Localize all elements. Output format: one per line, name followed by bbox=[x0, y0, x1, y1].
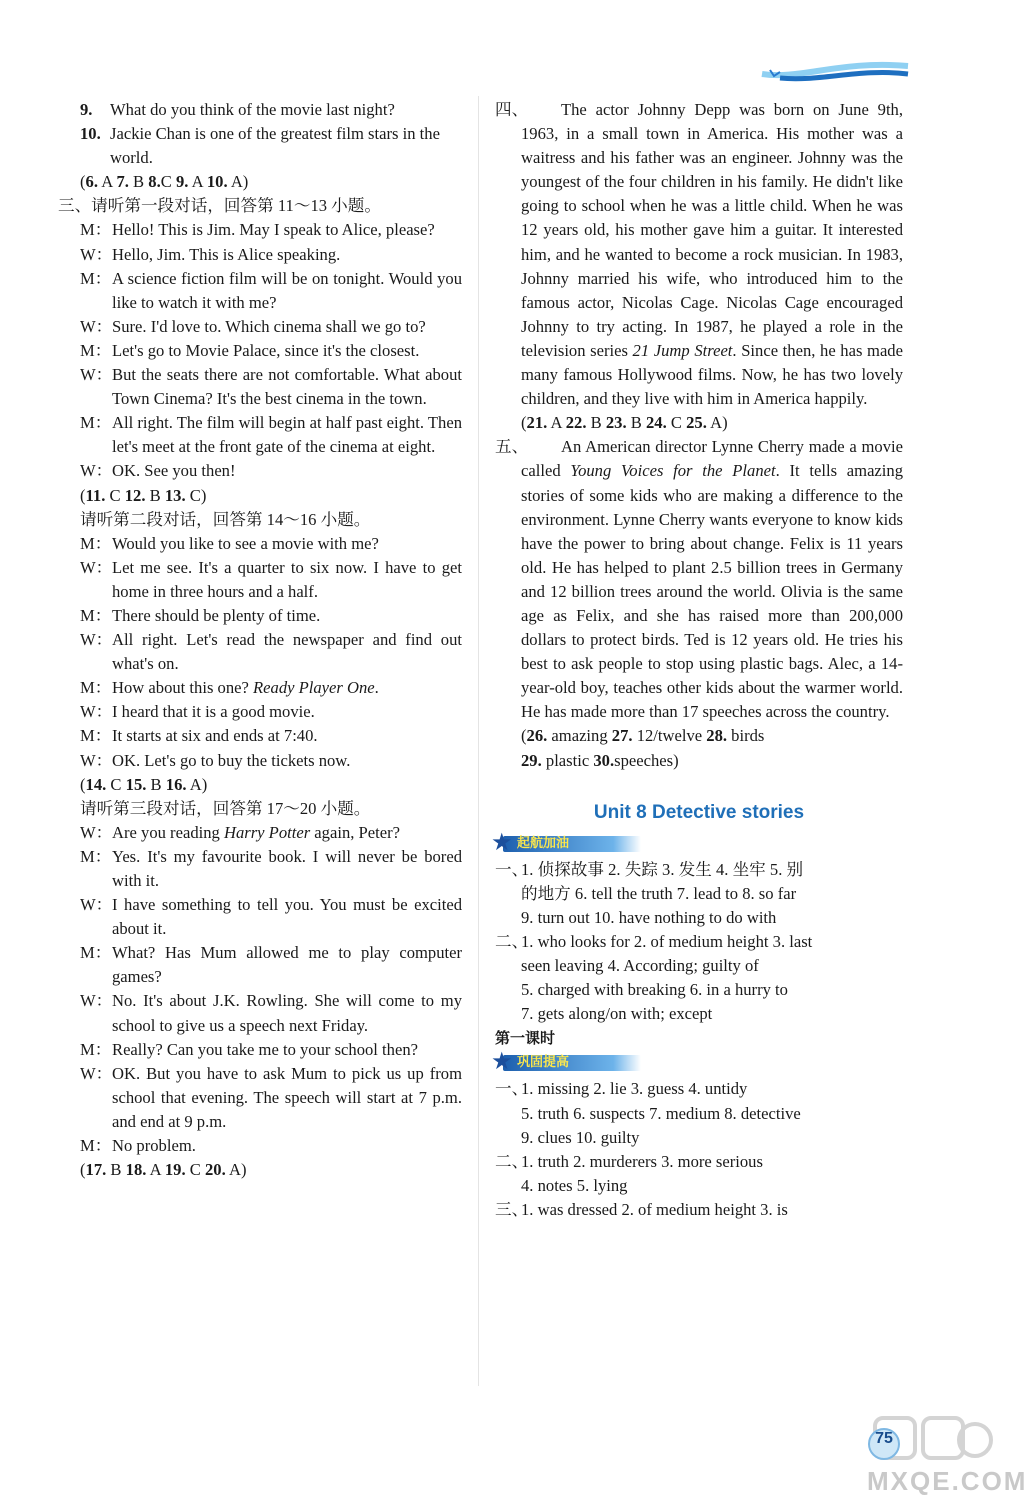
dialog-line: M： It starts at six and ends at 7:40. bbox=[80, 726, 318, 746]
answer-line: 1. 侦探故事 2. 失踪 3. 发生 4. 坐牢 5. 别 bbox=[521, 859, 804, 879]
dialog-line: W： OK. See you then! bbox=[80, 461, 236, 481]
dialog-line: M： What? Has Mum allowed me to play computer games? bbox=[80, 943, 462, 987]
answers-6-10: (6. A 7. B 8.C 9. A 10. A) bbox=[80, 172, 249, 192]
warmup-part-1: 一、 1. 侦探故事 2. 失踪 3. 发生 4. 坐牢 5. 别 的地方 6. tell the truth 7. lead to 8. so far 9. turn out 10. have nothing to do with bbox=[495, 858, 903, 930]
answer-line: 1. who looks for 2. of medium height 3. last bbox=[521, 932, 813, 951]
header-wave-decoration bbox=[760, 56, 910, 86]
answers-21-25: (21. A 22. B 23. B 24. C 25. A) bbox=[521, 413, 728, 433]
warmup-part-2: 二、 1. who looks for 2. of medium height 3. last seen leaving 4. According; guilty of 5. charged with breaking 6. in a hurry to 7. gets along/on with; except bbox=[495, 930, 903, 1026]
lesson-title: 第一课时 bbox=[495, 1029, 556, 1048]
dialog-line: M： Hello! This is Jim. May I speak to Alice, please? bbox=[80, 220, 435, 240]
dialog-3 bbox=[80, 821, 462, 1158]
dialog-3-heading: 请听第三段对话，回答第 17～20 小题。 bbox=[80, 798, 371, 818]
practice-part-3: 三、 1. was dressed 2. of medium height 3. is bbox=[495, 1198, 903, 1222]
answer-line: seen leaving 4. According; guilty of bbox=[521, 956, 759, 976]
answers-26-28: (26. amazing 27. 12/twelve 28. birds bbox=[521, 726, 765, 746]
left-column bbox=[58, 98, 462, 1182]
answer-line: 的地方 6. tell the truth 7. lead to 8. so far bbox=[521, 883, 797, 903]
watermark-text: MXQE.COM bbox=[867, 1466, 1027, 1496]
answer-line: 1. truth 2. murderers 3. more serious bbox=[521, 1151, 763, 1171]
dialog-line: M： All right. The film will begin at half past eight. Then let's meet at the front gate of the cinema at eight. bbox=[80, 413, 462, 457]
banner-label: 巩固提高 bbox=[517, 1055, 570, 1071]
practice-part-1: 一、 1. missing 2. lie 3. guess 4. untidy 5. truth 6. suspects 7. medium 8. detective 9. clues 10. guilty bbox=[495, 1077, 903, 1149]
watermark-logo-icon bbox=[835, 1410, 995, 1470]
dialog-line: M： How about this one? Ready Player One. bbox=[80, 678, 379, 698]
answer-line: 9. clues 10. guilty bbox=[521, 1127, 640, 1147]
dialog-line: M： Really? Can you take me to your school then? bbox=[80, 1039, 418, 1059]
dialog-line: M： No problem. bbox=[80, 1136, 196, 1156]
answer-line: 5. charged with breaking 6. in a hurry to bbox=[521, 980, 788, 1000]
watermark bbox=[835, 1410, 1027, 1500]
dialog-2-heading: 请听第二段对话，回答第 14～16 小题。 bbox=[80, 509, 371, 529]
star-icon: ★ bbox=[491, 829, 513, 856]
dialog-line: W： No. It's about J.K. Rowling. She will come to my school to give us a speech next Friday. bbox=[80, 991, 462, 1035]
dialog-line: M： Let's go to Movie Palace, since it's the closest. bbox=[80, 340, 420, 360]
answers-17-20: (17. B 18. A 19. C 20. A) bbox=[80, 1160, 247, 1180]
section-5-passage: 五、 An American director Lynne Cherry made a movie called Young Voices for the Planet. It tells amazing stories of some kids who are making a difference to the environment. Lynne Cherry wants everyone to know kids have the power to bring about change. Felix is 11 years old. He has helped to plant 2.5 billion trees in Germany and 12 billion trees around the world. Olivia is the same age as Felix, and she has raised more than 200,000 dollars to protect birds. Ted is 12 years old. He tries his best to ask people to stop using plastic bags. Alec, a 14-year-old boy, teaches other kids about the warmer world. He has made more than 17 speeches across the country. bbox=[495, 437, 903, 722]
dialog-2 bbox=[80, 532, 462, 773]
question-9: 9. What do you think of the movie last night? bbox=[80, 100, 395, 119]
dialog-line: W： All right. Let's read the newspaper and find out what's on. bbox=[80, 630, 462, 674]
answer-line: 1. missing 2. lie 3. guess 4. untidy bbox=[521, 1079, 748, 1099]
answer-line: 4. notes 5. lying bbox=[521, 1175, 628, 1195]
dialog-line: W： OK. Let's go to buy the tickets now. bbox=[80, 750, 351, 770]
practice-part-2: 二、 1. truth 2. murderers 3. more serious 4. notes 5. lying bbox=[495, 1150, 903, 1198]
column-divider bbox=[478, 96, 479, 1386]
dialog-line: M： There should be plenty of time. bbox=[80, 605, 321, 625]
dialog-line: W： But the seats there are not comfortable. What about Town Cinema? It's the best cinema in the town. bbox=[80, 365, 462, 409]
dialog-line: W： Let me see. It's a quarter to six now. I have to get home in three hours and a half. bbox=[80, 557, 462, 601]
dialog-line: W： Hello, Jim. This is Alice speaking. bbox=[80, 244, 341, 264]
right-column bbox=[491, 98, 903, 1222]
question-10: 10. Jackie Chan is one of the greatest film stars in the world. bbox=[80, 124, 440, 168]
dialog-line: W： OK. But you have to ask Mum to pick us up from school that evening. The speech will start at 7 p.m. and end at 9 p.m. bbox=[80, 1063, 462, 1131]
answers-29-30: 29. plastic 30.speeches) bbox=[521, 750, 679, 770]
section-banner-warmup bbox=[491, 829, 641, 856]
answer-line: 1. was dressed 2. of medium height 3. is bbox=[521, 1199, 788, 1219]
section-3-heading: 三、请听第一段对话，回答第 11～13 小题。 bbox=[58, 196, 381, 216]
section-banner-practice bbox=[491, 1049, 641, 1076]
answers-14-16: (14. C 15. B 16. A) bbox=[80, 774, 208, 794]
banner-label: 起航加油 bbox=[517, 835, 570, 851]
dialog-line: M： Would you like to see a movie with me? bbox=[80, 533, 379, 553]
star-icon: ★ bbox=[491, 1049, 513, 1076]
dialog-line: W： I have something to tell you. You must be excited about it. bbox=[80, 895, 462, 939]
answer-line: 7. gets along/on with; except bbox=[521, 1004, 713, 1024]
answer-line: 5. truth 6. suspects 7. medium 8. detective bbox=[521, 1103, 801, 1123]
answers-11-13: (11. C 12. B 13. C) bbox=[80, 485, 207, 505]
dialog-1 bbox=[80, 218, 462, 483]
dialog-line: W： I heard that it is a good movie. bbox=[80, 702, 315, 722]
unit-title: Unit 8 Detective stories bbox=[593, 801, 805, 823]
page-number: 75 bbox=[866, 1426, 902, 1462]
section-4-passage: 四、 The actor Johnny Depp was born on June 9th, 1963, in a small town in America. His mother was a waitress and his father was an engineer. Johnny was the youngest of the four children in his family. He didn't like going to school when he was a little child. When he was 12 years old, his mother gave him a guitar. It interested him, and he wanted to become a rock musician. In 1983, Johnny married his wife, who introduced him to the famous actor, Nicolas Cage. Nicolas Cage encouraged Johnny to try acting. In 1987, he played a role in the television series 21 Jump Street. Since then, he has made many famous Hollywood films. Now, he has two lovely children, and they live with him in America happily. bbox=[495, 100, 903, 409]
dialog-line: M： Yes. It's my favourite book. I will never be bored with it. bbox=[80, 846, 462, 890]
dialog-line: W： Sure. I'd love to. Which cinema shall we go to? bbox=[80, 316, 426, 336]
dialog-line: W： Are you reading Harry Potter again, Peter? bbox=[80, 822, 400, 842]
dialog-line: M： A science fiction film will be on tonight. Would you like to watch it with me? bbox=[80, 268, 462, 312]
answer-line: 9. turn out 10. have nothing to do with bbox=[521, 907, 777, 927]
